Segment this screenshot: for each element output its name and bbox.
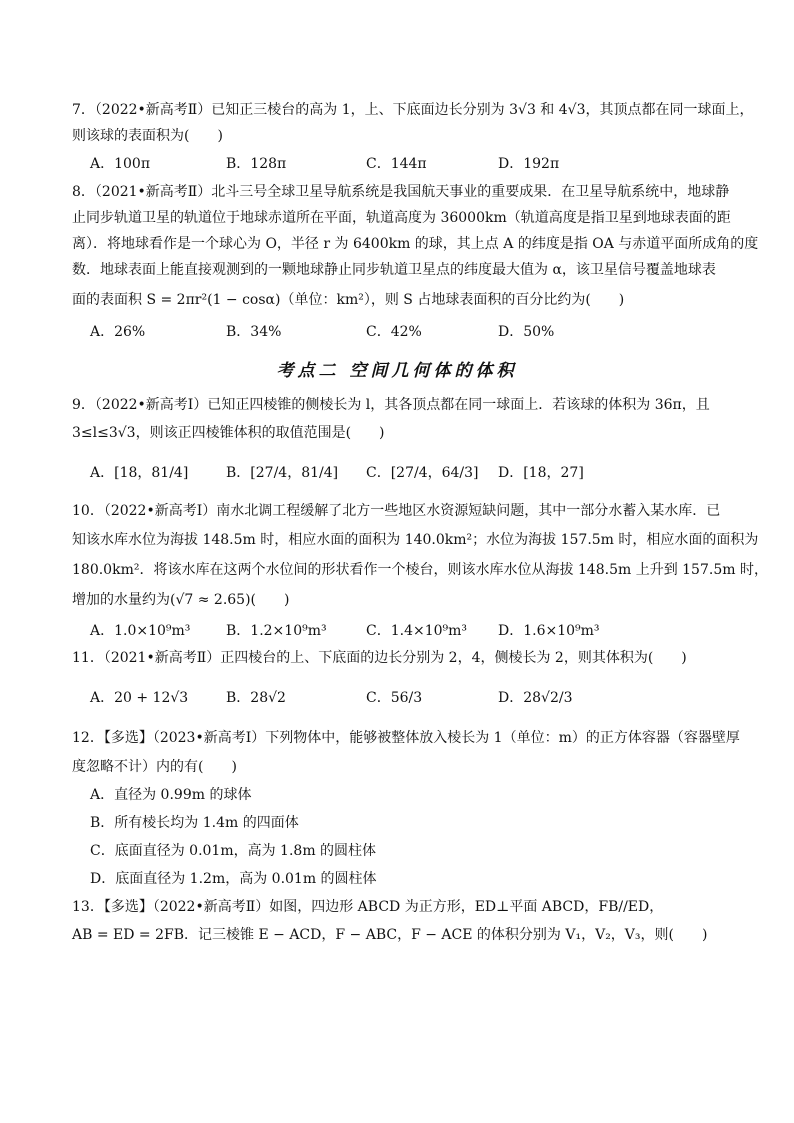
q10-stem-line2: 知该水库水位为海拔 148.5m 时，相应水面的面积为 140.0km²；水位为海拔 157.5m 时，相应水面的面积为 <box>72 532 759 548</box>
q8-stem-line3: 离）．将地球看作是一个球心为 O，半径 r 为 6400km 的球，其上点 A 的纬度是指 OA 与赤道平面所成角的度 <box>72 236 759 252</box>
q7-stem-line1: 7．（2022•新高考Ⅱ）已知正三棱台的高为 1，上、下底面边长分别为 3√3 和 4√3，其顶点都在同一球面上， <box>72 102 754 118</box>
section-title: 考点二 空间几何体的体积 <box>276 361 518 381</box>
q8-options <box>90 321 730 343</box>
q9-option-d: D．[18，27] <box>498 465 584 481</box>
q7-options <box>90 153 730 175</box>
q9-stem-line1: 9．（2022•新高考Ⅰ）已知正四棱锥的侧棱长为 l，其各顶点都在同一球面上．若该球的体积为 36π，且 <box>72 397 710 413</box>
q11-option-c: C．56/3 <box>366 690 423 706</box>
q8-stem-line4: 数．地球表面上能直接观测到的一颗地球静止同步轨道卫星点的纬度最大值为 α，该卫星信号覆盖地球表 <box>72 262 716 278</box>
q9-option-a: A．[18，81/4] <box>90 465 189 481</box>
q12-option-c: C．底面直径为 0.01m，高为 1.8m 的圆柱体 <box>90 843 377 859</box>
q7-option-a: A．100π <box>90 156 151 172</box>
q8-stem-line2: 止同步轨道卫星的轨道位于地球赤道所在平面，轨道高度为 36000km（轨道高度是指卫星到地球表面的距 <box>72 210 731 226</box>
q8-stem-line1: 8．（2021•新高考Ⅱ）北斗三号全球卫星导航系统是我国航天事业的重要成果．在卫星导航系统中，地球静 <box>72 184 730 200</box>
q7-option-c: C．144π <box>366 156 427 172</box>
q10-option-c: C．1.4×10⁹m³ <box>366 623 468 639</box>
q8-option-a: A．26% <box>90 324 146 340</box>
q7-stem-line2: 则该球的表面积为( ) <box>72 128 223 144</box>
q8-option-c: C．42% <box>366 324 422 340</box>
q8-option-d: D．50% <box>498 324 555 340</box>
q10-stem-line4: 增加的水量约为(√7 ≈ 2.65)( ) <box>72 592 290 608</box>
q7-option-d: D．192π <box>498 156 560 172</box>
q9-stem-line2: 3≤l≤3√3，则该正四棱锥体积的取值范围是( ) <box>72 425 385 441</box>
q10-option-a: A．1.0×10⁹m³ <box>90 623 191 639</box>
q11-option-a: A．20 + 12√3 <box>90 690 189 706</box>
q9-option-b: B．[27/4，81/4] <box>226 465 339 481</box>
q13-stem-line1: 13．【多选】（2022•新高考Ⅱ）如图，四边形 ABCD 为正方形，ED⊥平面 ABCD，FB//ED， <box>72 899 664 915</box>
q13-stem-line2: AB = ED = 2FB．记三棱锥 E − ACD，F − ABC，F − ACE 的体积分别为 V₁，V₂，V₃，则( ) <box>72 927 708 943</box>
q11-option-b: B．28√2 <box>226 690 286 706</box>
q12-stem-line2: 度忽略不计）内的有( ) <box>72 759 237 775</box>
q10-stem-line3: 180.0km²．将该水库在这两个水位间的形状看作一个棱台，则该水库水位从海拔 148.5m 上升到 157.5m 时， <box>72 562 768 578</box>
q12-option-d: D．底面直径为 1.2m，高为 0.01m 的圆柱体 <box>90 871 377 887</box>
q10-options <box>90 620 730 642</box>
q12-stem-line1: 12．【多选】（2023•新高考Ⅰ）下列物体中，能够被整体放入棱长为 1（单位：m）的正方体容器（容器壁厚 <box>72 730 740 746</box>
q7-option-b: B．128π <box>226 156 287 172</box>
q10-option-d: D．1.6×10⁹m³ <box>498 623 600 639</box>
q11-stem-line1: 11．（2021•新高考Ⅱ）正四棱台的上、下底面的边长分别为 2，4，侧棱长为 2，则其体积为( ) <box>72 650 687 666</box>
q8-stem-line5: 面的表面积 S = 2πr²(1 − cosα)（单位：km²），则 S 占地球表面积的百分比约为( ) <box>72 292 625 308</box>
q8-option-b: B．34% <box>226 324 282 340</box>
q11-option-d: D．28√2/3 <box>498 690 573 706</box>
q10-option-b: B．1.2×10⁹m³ <box>226 623 327 639</box>
q9-option-c: C．[27/4，64/3] <box>366 465 479 481</box>
q9-options <box>90 462 730 484</box>
q12-option-b: B．所有棱长均为 1.4m 的四面体 <box>90 815 299 831</box>
q11-options <box>90 687 730 709</box>
q10-stem-line1: 10．（2022•新高考Ⅰ）南水北调工程缓解了北方一些地区水资源短缺问题，其中一部分水蓄入某水库．已 <box>72 503 721 519</box>
q12-option-a: A．直径为 0.99m 的球体 <box>90 787 252 803</box>
